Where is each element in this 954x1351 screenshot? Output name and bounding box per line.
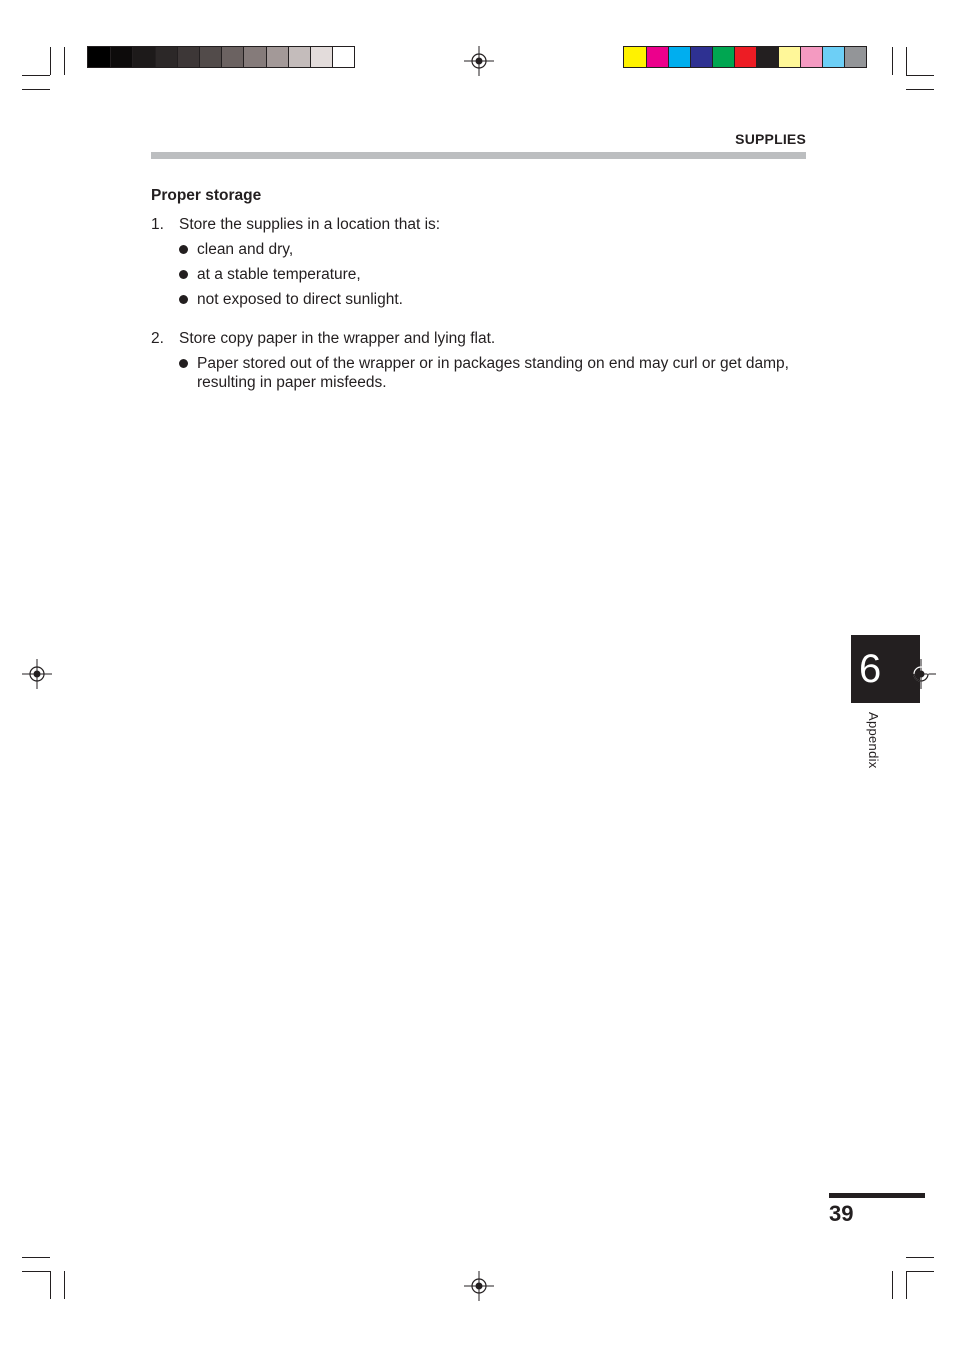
color-swatch: [778, 47, 800, 67]
color-swatch: [668, 47, 690, 67]
gray-swatch: [221, 47, 243, 67]
gray-swatch: [132, 47, 154, 67]
section-header-label: SUPPLIES: [735, 131, 806, 147]
bullet-icon: [179, 270, 188, 279]
registration-mark-bottom-icon: [464, 1271, 494, 1301]
crop-mark-bottom-right-h: [906, 1271, 934, 1272]
gray-swatch: [266, 47, 288, 67]
crop-mark-top-right-h: [906, 75, 934, 76]
color-swatch: [800, 47, 822, 67]
page-number: 39: [829, 1201, 854, 1226]
crop-mark-top-right-v2: [892, 47, 893, 75]
crop-mark-top-left-h2: [22, 89, 50, 90]
gray-swatch: [310, 47, 332, 67]
crop-mark-bottom-left-v: [50, 1271, 51, 1299]
crop-mark-bottom-right-v2: [892, 1271, 893, 1299]
crop-mark-bottom-left-h2: [22, 1257, 50, 1258]
color-swatch: [822, 47, 844, 67]
crop-mark-bottom-right-v: [906, 1271, 907, 1299]
crop-mark-bottom-right-h2: [906, 1257, 934, 1258]
list-item-number: 1.: [151, 216, 164, 233]
registration-mark-left-icon: [22, 659, 52, 689]
bullet-icon: [179, 359, 188, 368]
gray-swatch: [177, 47, 199, 67]
chapter-number: 6: [859, 647, 882, 691]
registration-mark-top-icon: [464, 46, 494, 76]
bullet-text: clean and dry,: [197, 241, 294, 258]
bullet-text: Paper stored out of the wrapper or in packages standing on end may curl or get damp,: [197, 355, 789, 372]
color-swatch: [690, 47, 712, 67]
header-rule: [151, 152, 806, 159]
list-item-number: 2.: [151, 330, 164, 347]
color-swatch: [756, 47, 778, 67]
gray-swatch: [110, 47, 132, 67]
chapter-label: Appendix: [866, 712, 881, 769]
grayscale-calibration-strip: [87, 46, 355, 68]
color-swatch: [624, 47, 646, 67]
crop-mark-top-left-h: [22, 75, 50, 76]
list-item-text: Store the supplies in a location that is:: [179, 216, 441, 233]
crop-mark-top-left-v2: [64, 47, 65, 75]
gray-swatch: [288, 47, 310, 67]
gray-swatch: [332, 47, 354, 67]
crop-mark-top-left-v: [50, 47, 51, 75]
bullet-text: not exposed to direct sunlight.: [197, 291, 403, 308]
crop-mark-bottom-left-h: [22, 1271, 50, 1272]
color-swatch: [646, 47, 668, 67]
gray-swatch: [199, 47, 221, 67]
section-title: Proper storage: [151, 187, 262, 204]
page-number-rule: [829, 1193, 925, 1198]
bullet-text-continuation: resulting in paper misfeeds.: [197, 374, 387, 391]
crop-mark-bottom-left-v2: [64, 1271, 65, 1299]
bullet-icon: [179, 295, 188, 304]
color-calibration-strip: [623, 46, 867, 68]
color-swatch: [712, 47, 734, 67]
color-swatch: [844, 47, 866, 67]
bullet-icon: [179, 245, 188, 254]
registration-mark-right-icon: [906, 659, 936, 689]
gray-swatch: [88, 47, 110, 67]
crop-mark-top-right-h2: [906, 89, 934, 90]
gray-swatch: [243, 47, 265, 67]
list-item-text: Store copy paper in the wrapper and lying flat.: [179, 330, 496, 347]
color-swatch: [734, 47, 756, 67]
bullet-text: at a stable temperature,: [197, 266, 361, 283]
crop-mark-top-right-v: [906, 47, 907, 75]
gray-swatch: [155, 47, 177, 67]
